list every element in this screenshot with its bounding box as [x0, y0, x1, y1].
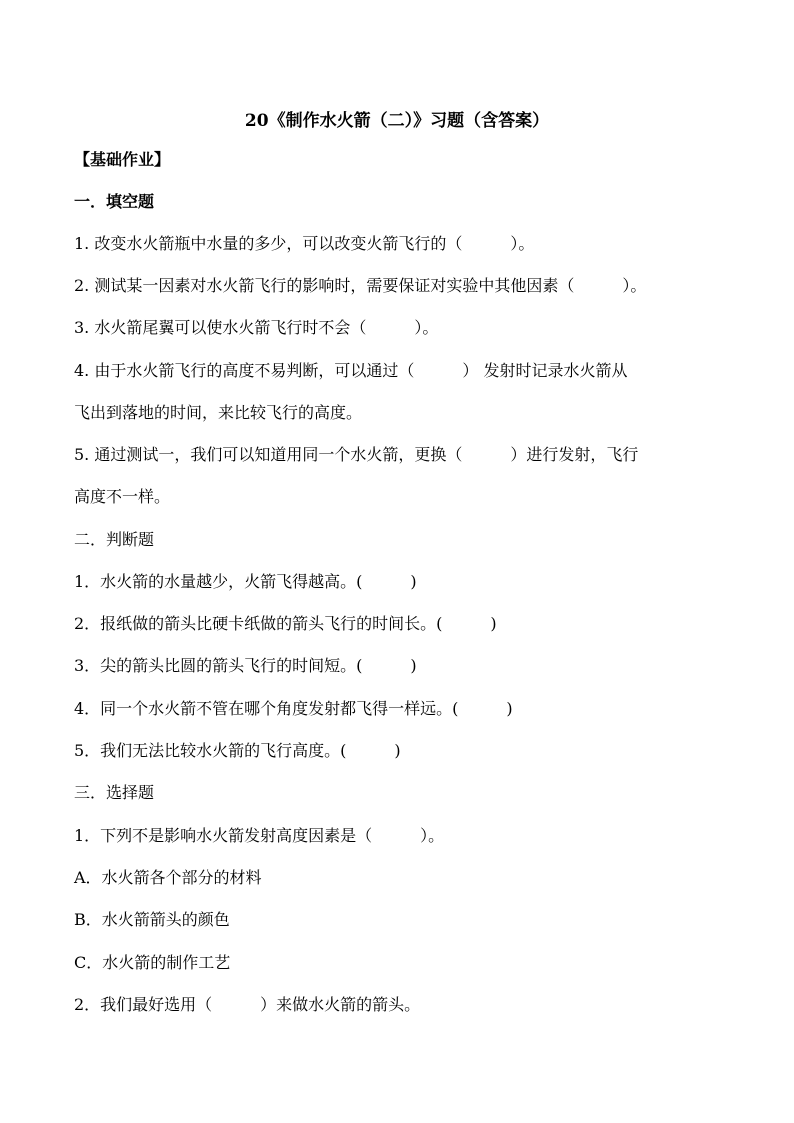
section-basic-heading: 【基础作业】: [74, 150, 171, 169]
judge-heading: 二．判断题: [74, 530, 155, 549]
choice-question-1-option-b: B．水火箭箭头的颜色: [74, 910, 230, 929]
choice-question-1: 1．下列不是影响水火箭发射高度因素是（ ）。: [74, 826, 445, 845]
choice-heading: 三．选择题: [74, 783, 155, 802]
fill-blank-question-1: 1. 改变水火箭瓶中水量的多少，可以改变火箭飞行的（ ）。: [74, 234, 535, 253]
fill-blank-heading: 一．填空题: [74, 192, 155, 211]
judge-question-1: 1．水火箭的水量越少，火箭飞得越高。( ): [74, 572, 417, 591]
fill-blank-question-4-line-1: 4. 由于水火箭飞行的高度不易判断，可以通过（ ） 发射时记录水火箭从: [74, 361, 628, 380]
choice-question-1-option-a: A．水火箭各个部分的材料: [74, 868, 262, 887]
choice-question-2: 2．我们最好选用（ ）来做水火箭的箭头。: [74, 995, 421, 1014]
fill-blank-question-5-line-1: 5. 通过测试一，我们可以知道用同一个水火箭，更换（ ）进行发射，飞行: [74, 445, 639, 464]
fill-blank-question-4-line-2: 飞出到落地的时间，来比较飞行的高度。: [74, 403, 363, 422]
fill-blank-question-3: 3. 水火箭尾翼可以使水火箭飞行时不会（ ）。: [74, 318, 439, 337]
judge-question-3: 3．尖的箭头比圆的箭头飞行的时间短。( ): [74, 656, 417, 675]
judge-question-5: 5．我们无法比较水火箭的飞行高度。( ): [74, 741, 401, 760]
fill-blank-question-5-line-2: 高度不一样。: [74, 487, 171, 506]
judge-question-2: 2．报纸做的箭头比硬卡纸做的箭头飞行的时间长。( ): [74, 614, 497, 633]
fill-blank-question-2: 2. 测试某一因素对水火箭飞行的影响时，需要保证对实验中其他因素（ ）。: [74, 276, 647, 295]
judge-question-4: 4．同一个水火箭不管在哪个角度发射都飞得一样远。( ): [74, 699, 513, 718]
choice-question-1-option-c: C．水火箭的制作工艺: [74, 953, 231, 972]
document-title: 20《制作水火箭（二）》习题（含答案）: [244, 111, 550, 131]
